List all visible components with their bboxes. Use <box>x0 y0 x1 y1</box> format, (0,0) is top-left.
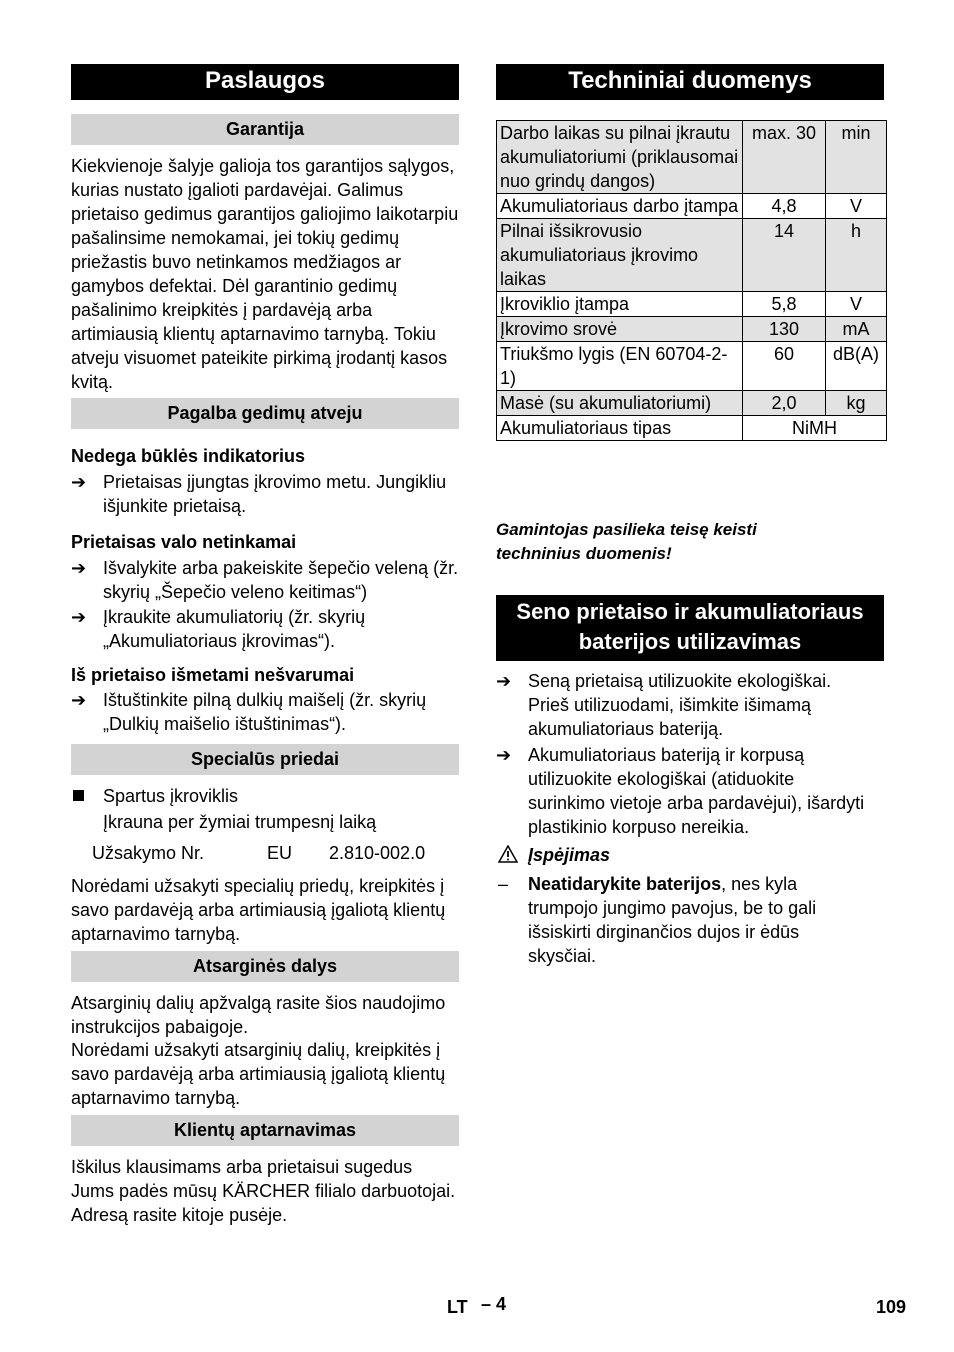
footer-page-number: 109 <box>876 1297 907 1317</box>
customer-service-text: Iškilus klausimams arba prietaisui sugedus Jums padės mūsų KÄRCHER filialo darbuotojai. Adresą rasite kitoje pusėje. <box>71 1157 456 1225</box>
subsection-customer-service: Klientų aptarnavimas <box>71 1115 459 1146</box>
section-title-disposal: Seno prietaiso ir akumuliatoriaus baterijos utilizavimas <box>496 595 884 661</box>
fault-step: ➔ Ištuštinkite pilną dulkių maišelį (žr. skyrių „Dulkių maišelio ištuštinimas“). <box>71 690 427 734</box>
tech-label: Pilnai išsikrovusio akumuliatoriaus įkrovimo laikas <box>497 219 743 292</box>
order-region: EU <box>267 843 293 863</box>
footer-page-sub: – 4 <box>481 1294 507 1314</box>
spare-parts-text-1: Atsarginių dalių apžvalgą rasite šios naudojimo instrukcijos pabaigoje. <box>71 993 446 1037</box>
warranty-text: Kiekvienoje šalyje galioja tos garantijos sąlygos, kurias nustato įgalioti pardavėjai. Galimus prietaiso gedimus garantijos galiojimo laikotarpiu pašalinsime nemokamai, jei tokių gedimų priežastis buvo netinkamos medžiagos ar gamybos defektai. Dėl garantinio gedimų pašalinimo kreipkitės į pardavėją arba artimiausią klientų aptarnavimo tarnybą. Tokiu atveju visuomet pateikite pirkimą įrodantį kasos kvitą. <box>71 156 459 392</box>
disposal-step: ➔ Seną prietaisą utilizuokite ekologiškai. Prieš utilizuodami, išimkite išimamą akumuliatoriaus bateriją. <box>496 671 832 739</box>
tech-value: NiMH <box>743 416 887 441</box>
disposal-step: ➔ Akumuliatoriaus bateriją ir korpusą utilizuokite ekologiškai (atiduokite surinkimo vietoje arba pardavėjui), išardyti plastikinio korpuso nereikia. <box>496 745 865 837</box>
tech-label: Įkroviklio įtampa <box>497 292 743 317</box>
tech-row <box>497 416 887 441</box>
tech-label: Akumuliatoriaus tipas <box>497 416 743 441</box>
tech-label: Triukšmo lygis (EN 60704-2-1) <box>497 342 743 391</box>
tech-value: 14 <box>743 219 826 292</box>
accessories-text: Norėdami užsakyti specialių priedų, kreipkitės į savo pardavėją arba artimiausią įgaliotą klientų aptarnavimo tarnybą. <box>71 876 446 944</box>
fault-title: Prietaisas valo netinkamai <box>71 532 297 552</box>
tech-unit: V <box>826 194 887 219</box>
tech-unit: V <box>826 292 887 317</box>
arrow-right-icon: ➔ <box>71 558 87 578</box>
arrow-right-icon: ➔ <box>71 607 87 627</box>
order-number: 2.810-002.0 <box>329 843 426 863</box>
tech-row <box>497 391 887 416</box>
tech-value: 60 <box>743 342 826 391</box>
tech-label: Akumuliatoriaus darbo įtampa <box>497 194 743 219</box>
arrow-right-icon: ➔ <box>496 671 512 691</box>
arrow-right-icon: ➔ <box>496 745 512 765</box>
accessory-desc: Įkrauna per žymiai trumpesnį laiką <box>103 812 377 832</box>
arrow-right-icon: ➔ <box>71 472 87 492</box>
tech-value: 4,8 <box>743 194 826 219</box>
tech-value: 130 <box>743 317 826 342</box>
tech-row <box>497 219 887 292</box>
tech-row <box>497 317 887 342</box>
warning-label: Įspėjimas <box>528 845 611 865</box>
tech-row <box>497 121 887 194</box>
warning-triangle-icon <box>498 845 518 869</box>
fault-step: ➔ Įkraukite akumuliatorių (žr. skyrių „Akumuliatoriaus įkrovimas“). <box>71 607 366 651</box>
spare-parts-text-2: Norėdami užsakyti atsarginių dalių, kreipkitės į savo pardavėją arba artimiausią įgaliotą klientų aptarnavimo tarnybą. <box>71 1040 446 1108</box>
tech-label: Masė (su akumuliatoriumi) <box>497 391 743 416</box>
tech-unit: min <box>826 121 887 194</box>
tech-unit: h <box>826 219 887 292</box>
fault-step: ➔ Prietaisas įjungtas įkrovimo metu. Jungikliu išjunkite prietaisą. <box>71 472 447 516</box>
technical-note: Gamintojas pasilieka teisę keisti techninius duomenis! <box>496 520 757 563</box>
tech-label: Darbo laikas su pilnai įkrautu akumuliatoriumi (priklausomai nuo grindų dangos) <box>497 121 743 194</box>
warning-rest: , nes kyla trumpojo jungimo pavojus, be to gali išsiskirti dirginančios dujos ir ėdūs skysčiai. <box>528 874 817 966</box>
fault-title: Iš prietaiso išmetami nešvarumai <box>71 665 355 685</box>
tech-unit: kg <box>826 391 887 416</box>
subsection-accessories: Specialūs priedai <box>71 744 459 775</box>
fault-title: Nedega būklės indikatorius <box>71 446 306 466</box>
fault-step: ➔ Išvalykite arba pakeiskite šepečio veleną (žr. skyrių „Šepečio veleno keitimas“) <box>71 558 459 602</box>
section-title-technical-data: Techniniai duomenys <box>496 64 884 100</box>
tech-label: Įkrovimo srovė <box>497 317 743 342</box>
accessory-name: Spartus įkroviklis <box>103 786 239 806</box>
arrow-right-icon: ➔ <box>71 690 87 710</box>
warning-text <box>496 872 856 968</box>
footer-lang: LT <box>447 1297 468 1317</box>
order-label: Užsakymo Nr. <box>92 843 205 863</box>
dash-bullet: – <box>498 874 509 894</box>
tech-value: 2,0 <box>743 391 826 416</box>
subsection-warranty: Garantija <box>71 114 459 145</box>
subsection-troubleshooting: Pagalba gedimų atveju <box>71 398 459 429</box>
tech-value: max. 30 <box>743 121 826 194</box>
tech-unit: mA <box>826 317 887 342</box>
tech-value: 5,8 <box>743 292 826 317</box>
tech-unit: dB(A) <box>826 342 887 391</box>
tech-row <box>497 194 887 219</box>
tech-row <box>497 292 887 317</box>
subsection-spare-parts: Atsarginės dalys <box>71 951 459 982</box>
warning-bold: Neatidarykite baterijos <box>528 874 722 894</box>
section-title-services: Paslaugos <box>71 64 459 100</box>
square-bullet-icon <box>73 790 84 801</box>
technical-data-table <box>496 120 887 441</box>
tech-row <box>497 342 887 391</box>
